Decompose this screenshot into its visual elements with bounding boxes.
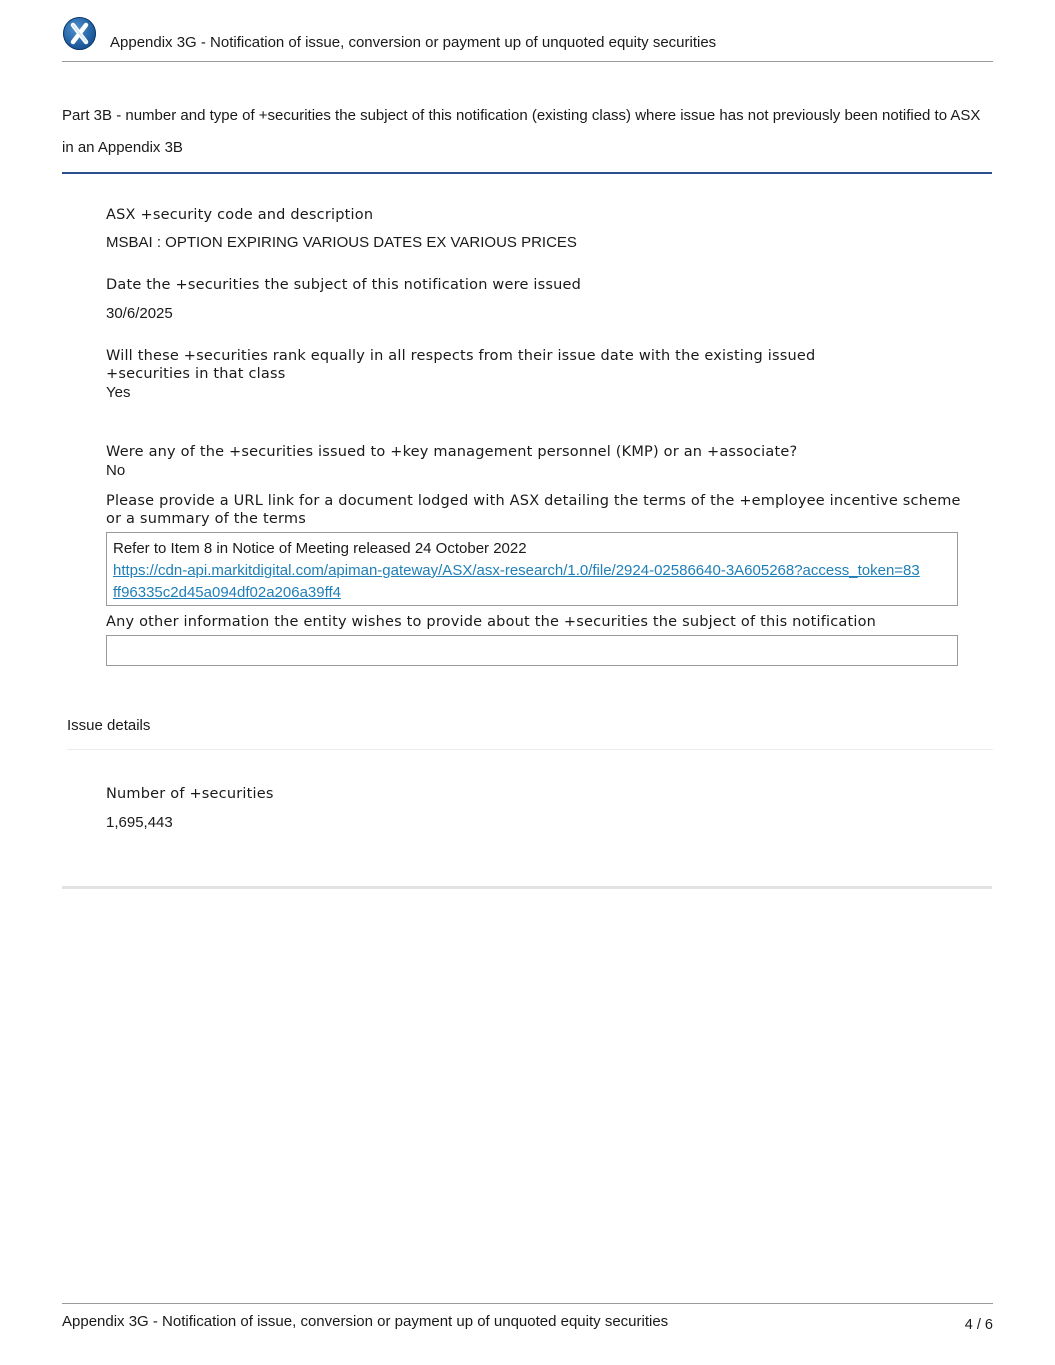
- other-info-box: [106, 635, 958, 666]
- header-title: Appendix 3G - Notification of issue, conversion or payment up of unquoted equity securities: [110, 34, 717, 51]
- kmp-label: Were any of the +securities issued to +key management personnel (KMP) or an +associate?: [106, 444, 798, 460]
- url-answer-box: [106, 532, 958, 606]
- rank-equally-value: Yes: [106, 384, 131, 401]
- document-link-line2[interactable]: ff96335c2d45a094df02a206a39ff4: [113, 584, 342, 601]
- page-number: 4 / 6: [964, 1317, 993, 1333]
- url-label-line1: Please provide a URL link for a document lodged with ASX detailing the terms of the +employee incentive scheme: [106, 493, 961, 509]
- header-divider: [62, 61, 993, 62]
- part-title: Part 3B - number and type of +securities the subject of this notification (existing class) where issue has not previously been notified to ASX in an Appendix 3B: [62, 107, 981, 156]
- rank-equally-label-line1: Will these +securities rank equally in all respects from their issue date with the existing issued: [106, 348, 816, 364]
- issue-date-label: Date the +securities the subject of this notification were issued: [106, 277, 582, 293]
- url-label-line2: or a summary of the terms: [106, 511, 306, 527]
- document-link-line1[interactable]: https://cdn-api.markitdigital.com/apiman-gateway/ASX/asx-research/1.0/file/2924-02586640-3A605268?access_token=83: [113, 562, 920, 579]
- security-code-value: MSBAI : OPTION EXPIRING VARIOUS DATES EX VARIOUS PRICES: [106, 234, 577, 251]
- footer-divider: [62, 1303, 993, 1304]
- issue-details-title: Issue details: [67, 717, 151, 734]
- asx-logo-icon: [63, 17, 96, 50]
- number-of-securities-label: Number of +securities: [106, 786, 274, 802]
- rank-equally-label-line2: +securities in that class: [106, 366, 286, 382]
- part-divider: [62, 172, 992, 174]
- number-of-securities-value: 1,695,443: [106, 814, 173, 831]
- issue-details-divider: [67, 749, 993, 750]
- issue-date-value: 30/6/2025: [106, 305, 173, 322]
- other-info-value: [107, 636, 957, 641]
- kmp-value: No: [106, 462, 126, 479]
- security-code-label: ASX +security code and description: [106, 207, 374, 223]
- other-info-label: Any other information the entity wishes to provide about the +securities the subject of this notification: [106, 614, 877, 630]
- section-end-divider: [62, 886, 992, 889]
- url-answer-text: Refer to Item 8 in Notice of Meeting released 24 October 2022: [113, 540, 527, 557]
- footer-title: Appendix 3G - Notification of issue, conversion or payment up of unquoted equity securities: [62, 1313, 669, 1330]
